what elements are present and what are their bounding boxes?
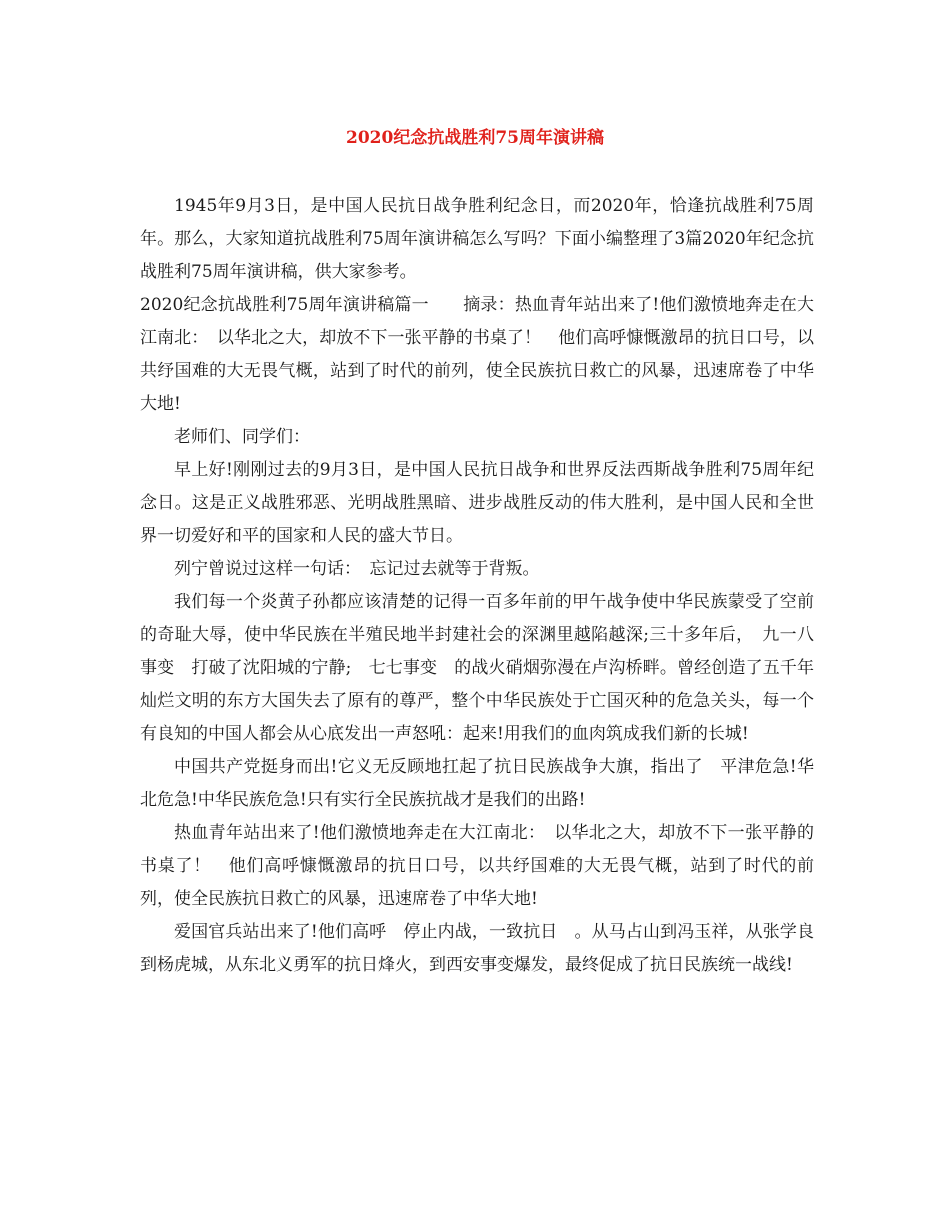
paragraph-greeting: 早上好!刚刚过去的9月3日，是中国人民抗日战争和世界反法西斯战争胜利75周年纪念日。这是正义战胜邪恶、光明战胜黑暗、进步战胜反动的伟大胜利，是中国人民和全世界一切爱好和平的国家和人民的盛大节日。 xyxy=(140,460,814,546)
paragraph-soldiers: 爱国官兵站出来了!他们高呼 停止内战，一致抗日 。从马占山到冯玉祥，从张学良到杨虎城，从东北义勇军的抗日烽火，到西安事变爆发，最终促成了抗日民族统一战线! xyxy=(140,922,814,975)
paragraph-history: 我们每一个炎黄子孙都应该清楚的记得一百多年前的甲午战争使中华民族蒙受了空前的奇耻大辱，使中华民族在半殖民地半封建社会的深渊里越陷越深;三十多年后， 九一八事变 打破了沈阳城的宁静; 七七事变 的战火硝烟弥漫在卢沟桥畔。曾经创造了五千年灿烂文明的东方大国失去了原有的尊严，整个中华民族处于亡国灭种的危急关头，每一个有良知的中国人都会从心底发出一声怒吼：起来!用我们的血肉筑成我们新的长城! xyxy=(140,592,814,744)
paragraph-lenin-quote: 列宁曾说过这样一句话： 忘记过去就等于背叛。 xyxy=(174,559,540,579)
paragraph-excerpt: 2020纪念抗战胜利75周年演讲稿篇一 摘录：热血青年站出来了!他们激愤地奔走在大江南北： 以华北之大，却放不下一张平静的书桌了！ 他们高呼慷慨激昂的抗日口号，以共纾国难的大无畏气概，站到了时代的前列，使全民族抗日救亡的风暴，迅速席卷了中华大地! xyxy=(140,295,814,414)
paragraph-salutation: 老师们、同学们： xyxy=(174,427,310,447)
paragraph-youth: 热血青年站出来了!他们激愤地奔走在大江南北： 以华北之大，却放不下一张平静的书桌了！ 他们高呼慷慨激昂的抗日口号，以共纾国难的大无畏气概，站到了时代的前列，使全民族抗日救亡的风暴，迅速席卷了中华大地! xyxy=(140,823,814,909)
page-title: 2020纪念抗战胜利75周年演讲稿 xyxy=(346,128,604,148)
paragraph-intro: 1945年9月3日，是中国人民抗日战争胜利纪念日，而2020年，恰逢抗战胜利75周年。那么，大家知道抗战胜利75周年演讲稿怎么写吗？下面小编整理了3篇2020年纪念抗战胜利75周年演讲稿，供大家参考。 xyxy=(140,196,814,282)
paragraph-party: 中国共产党挺身而出!它义无反顾地扛起了抗日民族战争大旗，指出了 平津危急!华北危急!中华民族危急!只有实行全民族抗战才是我们的出路! xyxy=(140,757,814,810)
document-body xyxy=(140,190,814,982)
